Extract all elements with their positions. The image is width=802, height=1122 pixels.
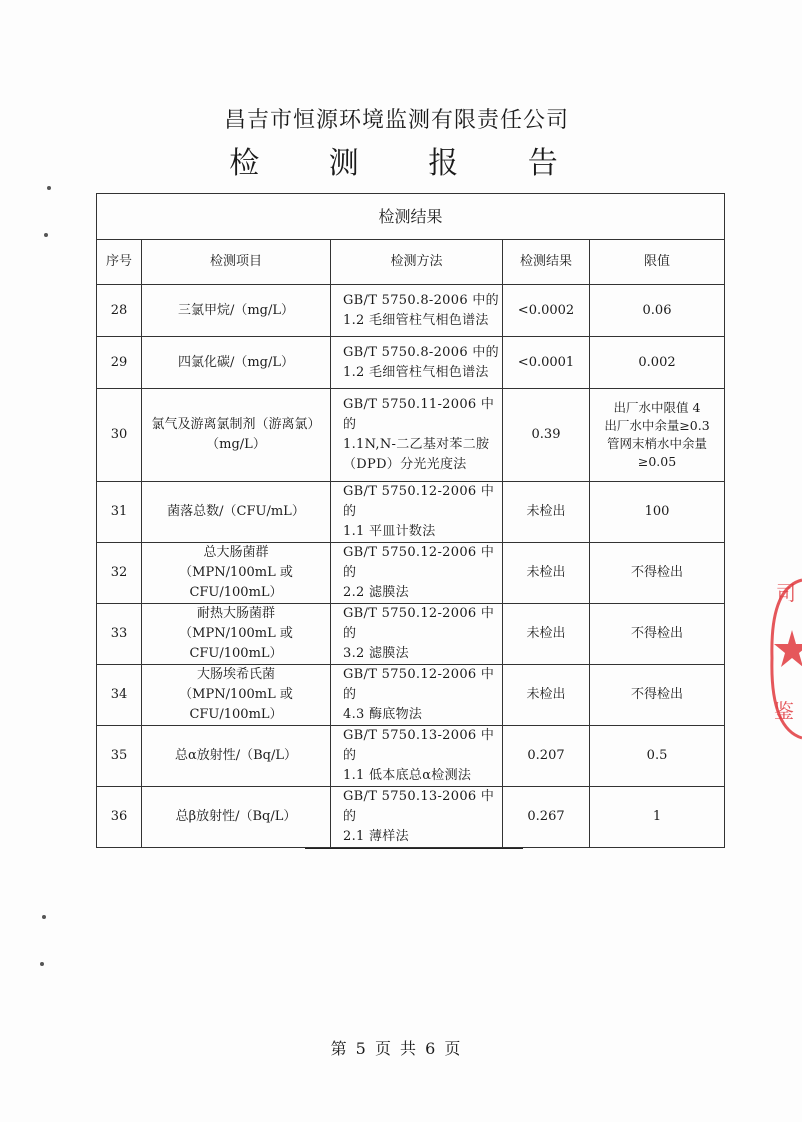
test-method-line: 1.1 低本底总α检测法 [343,768,472,783]
test-result: 0.39 [503,389,590,482]
test-method-line: GB/T 5750.13-2006 中的 [343,728,495,763]
row-number: 32 [97,543,142,604]
limit-line: 出厂水中限值 4 [613,400,701,415]
test-method-line: 3.2 滤膜法 [343,646,409,661]
test-method-line: 1.1N,N-二乙基对苯二胺 [343,437,490,452]
test-result: 未检出 [503,604,590,665]
table-caption: 检测结果 [97,194,725,240]
test-method-line: GB/T 5750.12-2006 中的 [343,667,495,702]
test-item-line: 总大肠菌群 [203,545,269,560]
test-item-line: （mg/L） [206,437,266,452]
test-item-line: 三氯甲烷/（mg/L） [177,302,295,318]
row-number: 35 [97,726,142,787]
limit-value [590,604,725,665]
test-item [142,285,331,337]
test-item-line: 大肠埃希氏菌 [196,667,275,682]
limit-line: 0.06 [642,302,672,318]
test-item [142,389,331,482]
table-row [97,543,725,604]
test-method-line: 2.2 滤膜法 [343,585,409,600]
limit-value [590,726,725,787]
table-row [97,482,725,543]
row-number: 36 [97,787,142,848]
test-item [142,726,331,787]
test-result: 未检出 [503,665,590,726]
table-row [97,665,725,726]
row-number: 33 [97,604,142,665]
column-header: 检测结果 [503,240,590,285]
limit-value [590,665,725,726]
test-method-line: GB/T 5750.12-2006 中的 [343,606,495,641]
test-item-line: 菌落总数/（CFU/mL） [167,504,305,519]
test-result: 0.207 [503,726,590,787]
test-item [142,482,331,543]
margin-dot [42,915,46,919]
table-header-row [97,240,725,285]
row-number: 34 [97,665,142,726]
table-row [97,787,725,848]
test-item-line: 耐热大肠菌群 [196,606,275,621]
column-header: 检测方法 [331,240,503,285]
table-caption-row [97,194,725,240]
table-row [97,604,725,665]
test-item [142,543,331,604]
test-method [331,482,503,543]
seal-star [774,630,802,667]
test-item-line: （MPN/100mL 或 CFU/100mL） [179,687,293,722]
test-method-line: （DPD）分光光度法 [343,457,467,472]
column-header: 序号 [97,240,142,285]
test-method [331,787,503,848]
margin-dot [44,233,48,237]
test-method [331,337,503,389]
test-item-line: 氯气及游离氯制剂（游离氯） [151,417,321,432]
test-method [331,665,503,726]
test-method [331,604,503,665]
margin-dot [47,186,51,190]
limit-line: 不得检出 [631,565,684,580]
test-item [142,665,331,726]
table-row [97,337,725,389]
row-number: 30 [97,389,142,482]
column-header: 检测项目 [142,240,331,285]
test-item [142,604,331,665]
test-method-line: GB/T 5750.11-2006 中的 [343,397,495,432]
table-row [97,285,725,337]
test-item-line: 总β放射性/（Bq/L） [175,809,297,824]
test-method-line: 1.2 毛细管柱气相色谱法 [343,364,489,380]
test-result: 0.267 [503,787,590,848]
test-method-line: GB/T 5750.12-2006 中的 [343,545,495,580]
company-name: 昌吉市恒源环境监测有限责任公司 [223,108,569,133]
page-number: 第 5 页 共 6 页 [330,1039,463,1058]
limit-line: 不得检出 [631,626,684,641]
test-item [142,787,331,848]
limit-line: ≥0.05 [637,454,677,469]
test-method [331,543,503,604]
limit-line: 100 [644,504,670,519]
test-item [142,337,331,389]
table-row [97,726,725,787]
test-result: 未检出 [503,482,590,543]
red-seal-stamp [762,568,802,748]
margin-dot [40,962,44,966]
test-method-line: 1.2 毛细管柱气相色谱法 [343,312,489,328]
test-result: 未检出 [503,543,590,604]
seal-char: 司 [776,581,796,605]
test-method-line: GB/T 5750.12-2006 中的 [343,484,495,519]
test-result: <0.0001 [503,337,590,389]
row-number: 28 [97,285,142,337]
test-method-line: GB/T 5750.8-2006 中的 [343,292,499,308]
test-item-line: （MPN/100mL 或 CFU/100mL） [179,626,293,661]
test-method [331,726,503,787]
limit-line: 1 [652,809,662,824]
limit-line: 不得检出 [631,687,684,702]
limit-value [590,285,725,337]
test-item-line: （MPN/100mL 或 CFU/100mL） [179,565,293,600]
limit-value [590,337,725,389]
limit-value [590,482,725,543]
limit-value [590,787,725,848]
table-row [97,389,725,482]
row-number: 29 [97,337,142,389]
report-title: 检 测 报 告 [229,146,588,181]
test-method-line: 1.1 平皿计数法 [343,524,436,539]
column-header: 限值 [590,240,725,285]
row-number: 31 [97,482,142,543]
test-result: <0.0002 [503,285,590,337]
test-method [331,285,503,337]
test-method-line: 2.1 薄样法 [343,829,409,844]
limit-value [590,543,725,604]
end-line [305,848,523,849]
test-method [331,389,503,482]
limit-value [590,389,725,482]
limit-line: 0.5 [646,748,668,763]
results-table [96,193,725,848]
test-method-line: GB/T 5750.8-2006 中的 [343,344,499,360]
seal-char: 鉴 [774,699,794,723]
limit-line: 管网末梢水中余量 [607,436,708,451]
limit-line: 0.002 [638,354,676,370]
test-item-line: 总α放射性/（Bq/L） [174,748,298,763]
test-method-line: 4.3 酶底物法 [343,707,423,722]
test-method-line: GB/T 5750.13-2006 中的 [343,789,495,824]
limit-line: 出厂水中余量≥0.3 [604,418,710,433]
test-item-line: 四氯化碳/（mg/L） [177,354,295,370]
